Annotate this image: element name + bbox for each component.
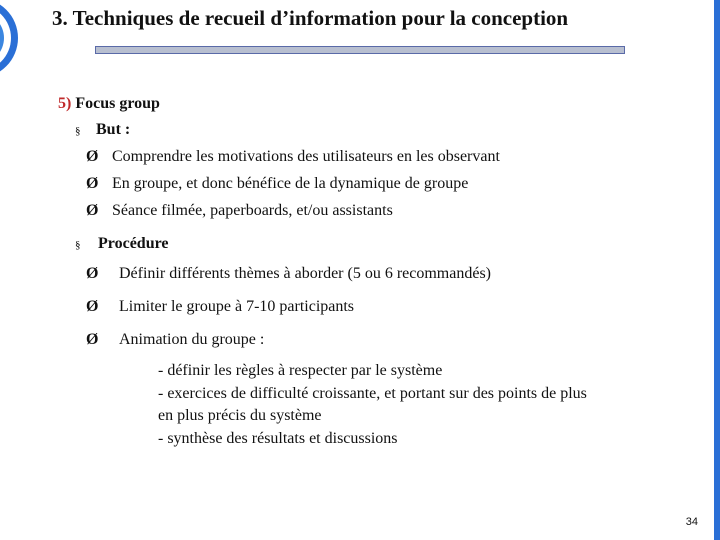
arrow-bullet-icon: Ø [86, 298, 99, 315]
but-item-2: En groupe, et donc bénéfice de la dynamique de groupe [112, 175, 469, 192]
page-number: 34 [685, 516, 698, 528]
procedure-item-1: Définir différents thèmes à aborder (5 ou 6 recommandés) [119, 265, 492, 282]
animation-detail-line: en plus précis du système [158, 407, 322, 424]
but-item-3: Séance filmée, paperboards, et/ou assistants [112, 202, 393, 219]
title-underline [95, 46, 625, 54]
section-title: Focus group [71, 95, 160, 112]
arrow-bullet-icon: Ø [86, 148, 99, 165]
arrow-bullet-icon: Ø [86, 265, 99, 282]
animation-details [158, 360, 678, 450]
animation-detail-line: - exercices de difficulté croissante, et portant sur des points de plus [158, 384, 587, 402]
section-heading [58, 95, 160, 113]
slide-title: 3. Techniques de recueil d’information pour la conception [52, 6, 569, 30]
procedure-item-2: Limiter le groupe à 7-10 participants [119, 298, 355, 315]
arrow-bullet-icon: Ø [86, 331, 99, 348]
animation-detail-line: - définir les règles à respecter par le système [158, 362, 443, 379]
section-number: 5) [58, 95, 72, 112]
animation-detail-line: - synthèse des résultats et discussions [158, 429, 398, 447]
procedure-item-3: Animation du groupe : [119, 331, 265, 348]
but-item-1: Comprendre les motivations des utilisateurs en les observant [112, 148, 500, 165]
logo-icon [0, 0, 22, 82]
but-heading: But : [96, 121, 131, 138]
right-edge-bar [714, 0, 720, 540]
arrow-bullet-icon: Ø [86, 202, 99, 219]
bullet-square-icon: § [75, 125, 81, 137]
arrow-bullet-icon: Ø [86, 175, 99, 192]
bullet-square-icon: § [75, 239, 81, 251]
procedure-heading: Procédure [98, 235, 169, 252]
